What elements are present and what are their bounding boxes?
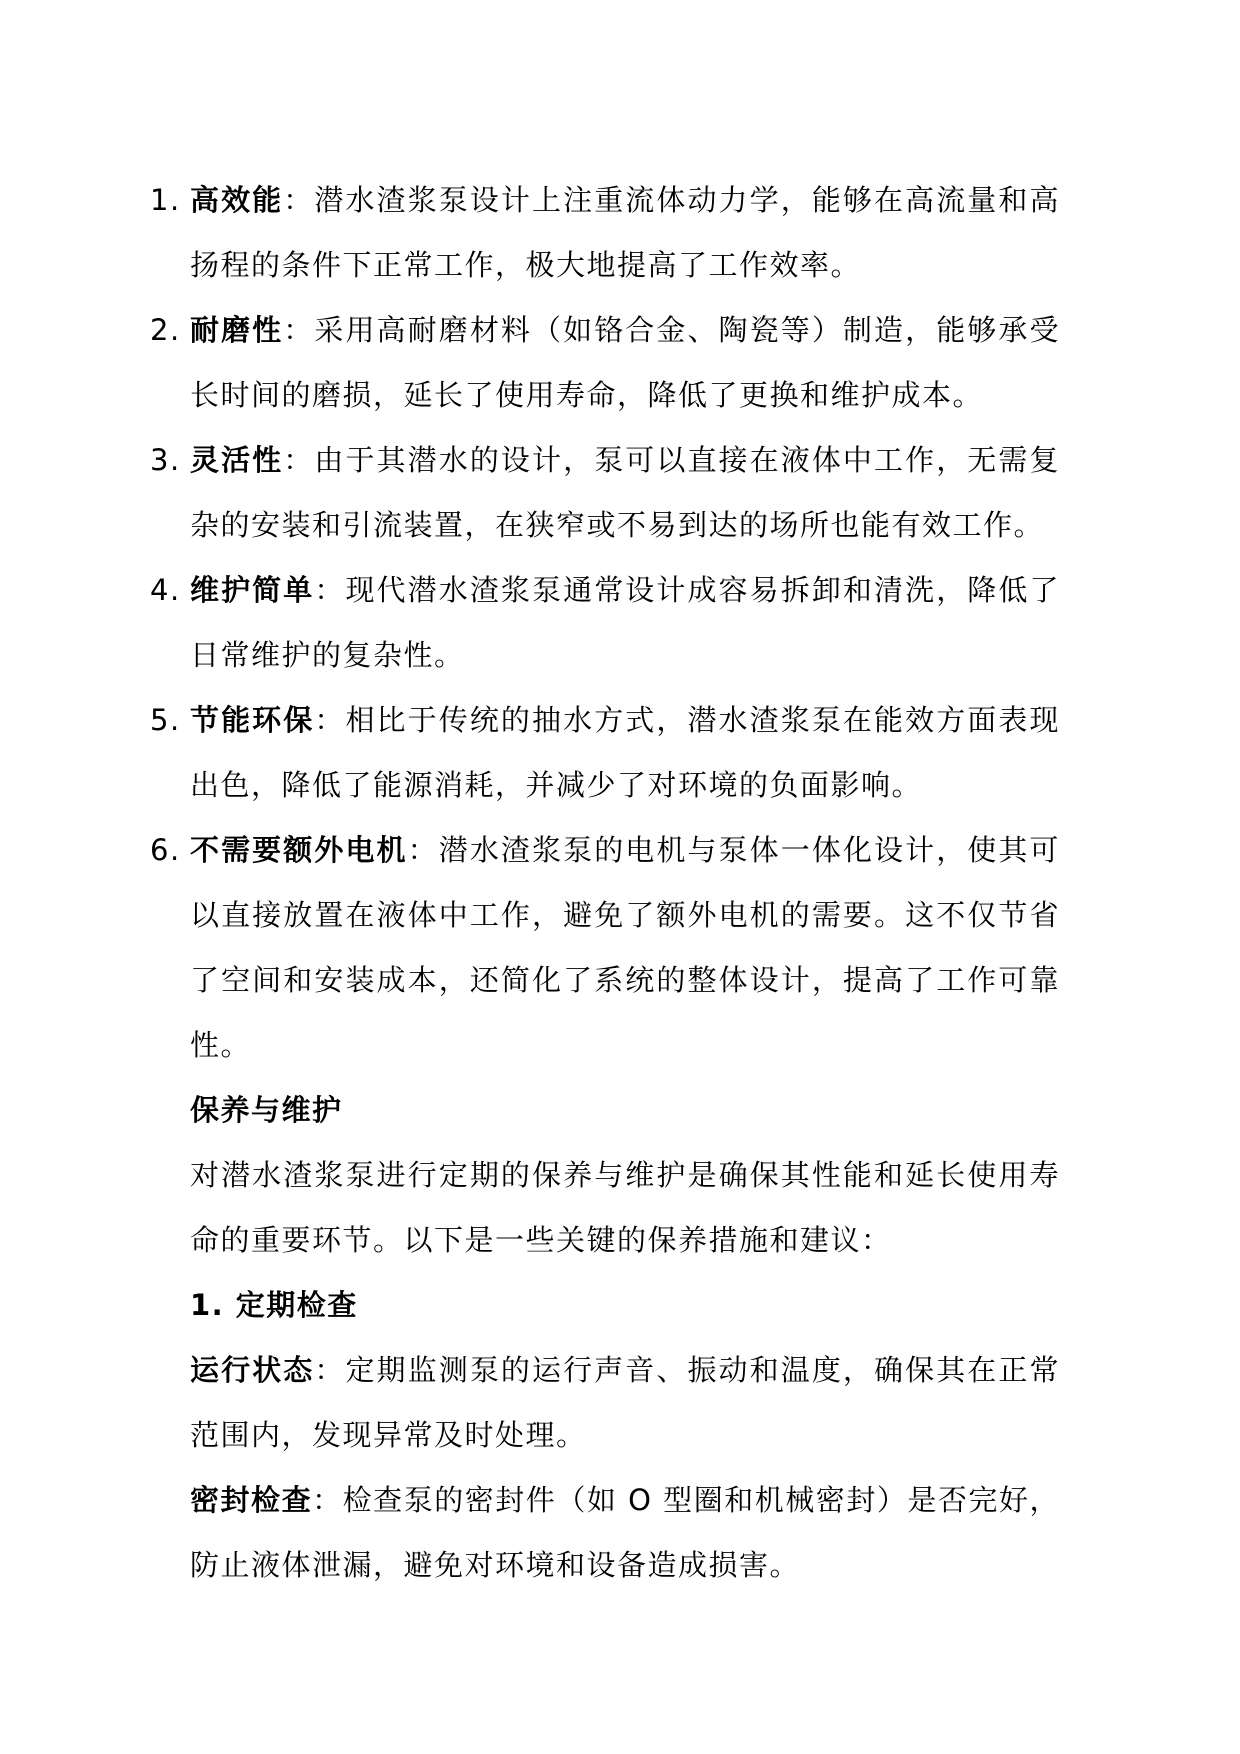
list-text: 潜水渣浆泵设计上注重流体动力学，能够在高流量和高扬程的条件下正常工作，极大地提高了工作效率。 [190, 183, 1060, 282]
list-item [150, 298, 1060, 428]
feature-list [150, 168, 1060, 1078]
list-term: 维护简单 [190, 573, 315, 607]
list-number: 3. [150, 443, 181, 477]
check-term: 运行状态 [190, 1353, 315, 1387]
section-intro: 对潜水渣浆泵进行定期的保养与维护是确保其性能和延长使用寿命的重要环节。以下是一些关键的保养措施和建议： [190, 1158, 1060, 1257]
list-item [150, 428, 1060, 558]
subsection-title: 1. 定期检查 [190, 1288, 358, 1322]
list-separator: ： [283, 443, 315, 477]
list-term: 高效能 [190, 183, 284, 217]
list-term: 耐磨性 [190, 313, 284, 347]
list-separator: ： [407, 833, 439, 867]
list-term: 节能环保 [190, 703, 315, 737]
list-term: 不需要额外电机 [190, 833, 408, 867]
section-title: 保养与维护 [190, 1093, 343, 1127]
list-item [150, 558, 1060, 688]
list-text: 采用高耐磨材料（如铬合金、陶瓷等）制造，能够承受长时间的磨损，延长了使用寿命，降低了更换和维护成本。 [190, 313, 1060, 412]
check-term: 密封检查 [190, 1483, 313, 1517]
check-separator: ： [314, 1353, 346, 1387]
list-number: 5. [150, 703, 181, 737]
list-separator: ： [314, 573, 346, 607]
check-item [150, 1468, 1060, 1598]
list-number: 1. [150, 183, 181, 217]
list-text: 潜水渣浆泵的电机与泵体一体化设计，使其可以直接放置在液体中工作，避免了额外电机的需要。这不仅节省了空间和安装成本，还简化了系统的整体设计，提高了工作可靠性。 [190, 833, 1060, 1062]
check-item [150, 1338, 1060, 1468]
list-separator: ： [314, 703, 346, 737]
list-number: 4. [150, 573, 181, 607]
list-item [150, 818, 1060, 1078]
check-text: 检查泵的密封件（如 O 型圈和机械密封）是否完好，防止液体泄漏，避免对环境和设备造成损害。 [190, 1483, 1060, 1582]
list-separator: ： [283, 183, 315, 217]
list-item [150, 688, 1060, 818]
list-text: 相比于传统的抽水方式，潜水渣浆泵在能效方面表现出色，降低了能源消耗，并减少了对环境的负面影响。 [190, 703, 1060, 802]
list-number: 6. [150, 833, 181, 867]
list-number: 2. [150, 313, 181, 347]
list-text: 由于其潜水的设计，泵可以直接在液体中工作，无需复杂的安装和引流装置，在狭窄或不易到达的场所也能有效工作。 [190, 443, 1060, 542]
check-separator: ： [312, 1483, 343, 1517]
document-content [150, 168, 1060, 1598]
check-text: 定期监测泵的运行声音、振动和温度，确保其在正常范围内，发现异常及时处理。 [190, 1353, 1060, 1452]
list-text: 现代潜水渣浆泵通常设计成容易拆卸和清洗，降低了日常维护的复杂性。 [190, 573, 1060, 672]
list-separator: ： [283, 313, 315, 347]
list-term: 灵活性 [190, 443, 284, 477]
list-item [150, 168, 1060, 298]
